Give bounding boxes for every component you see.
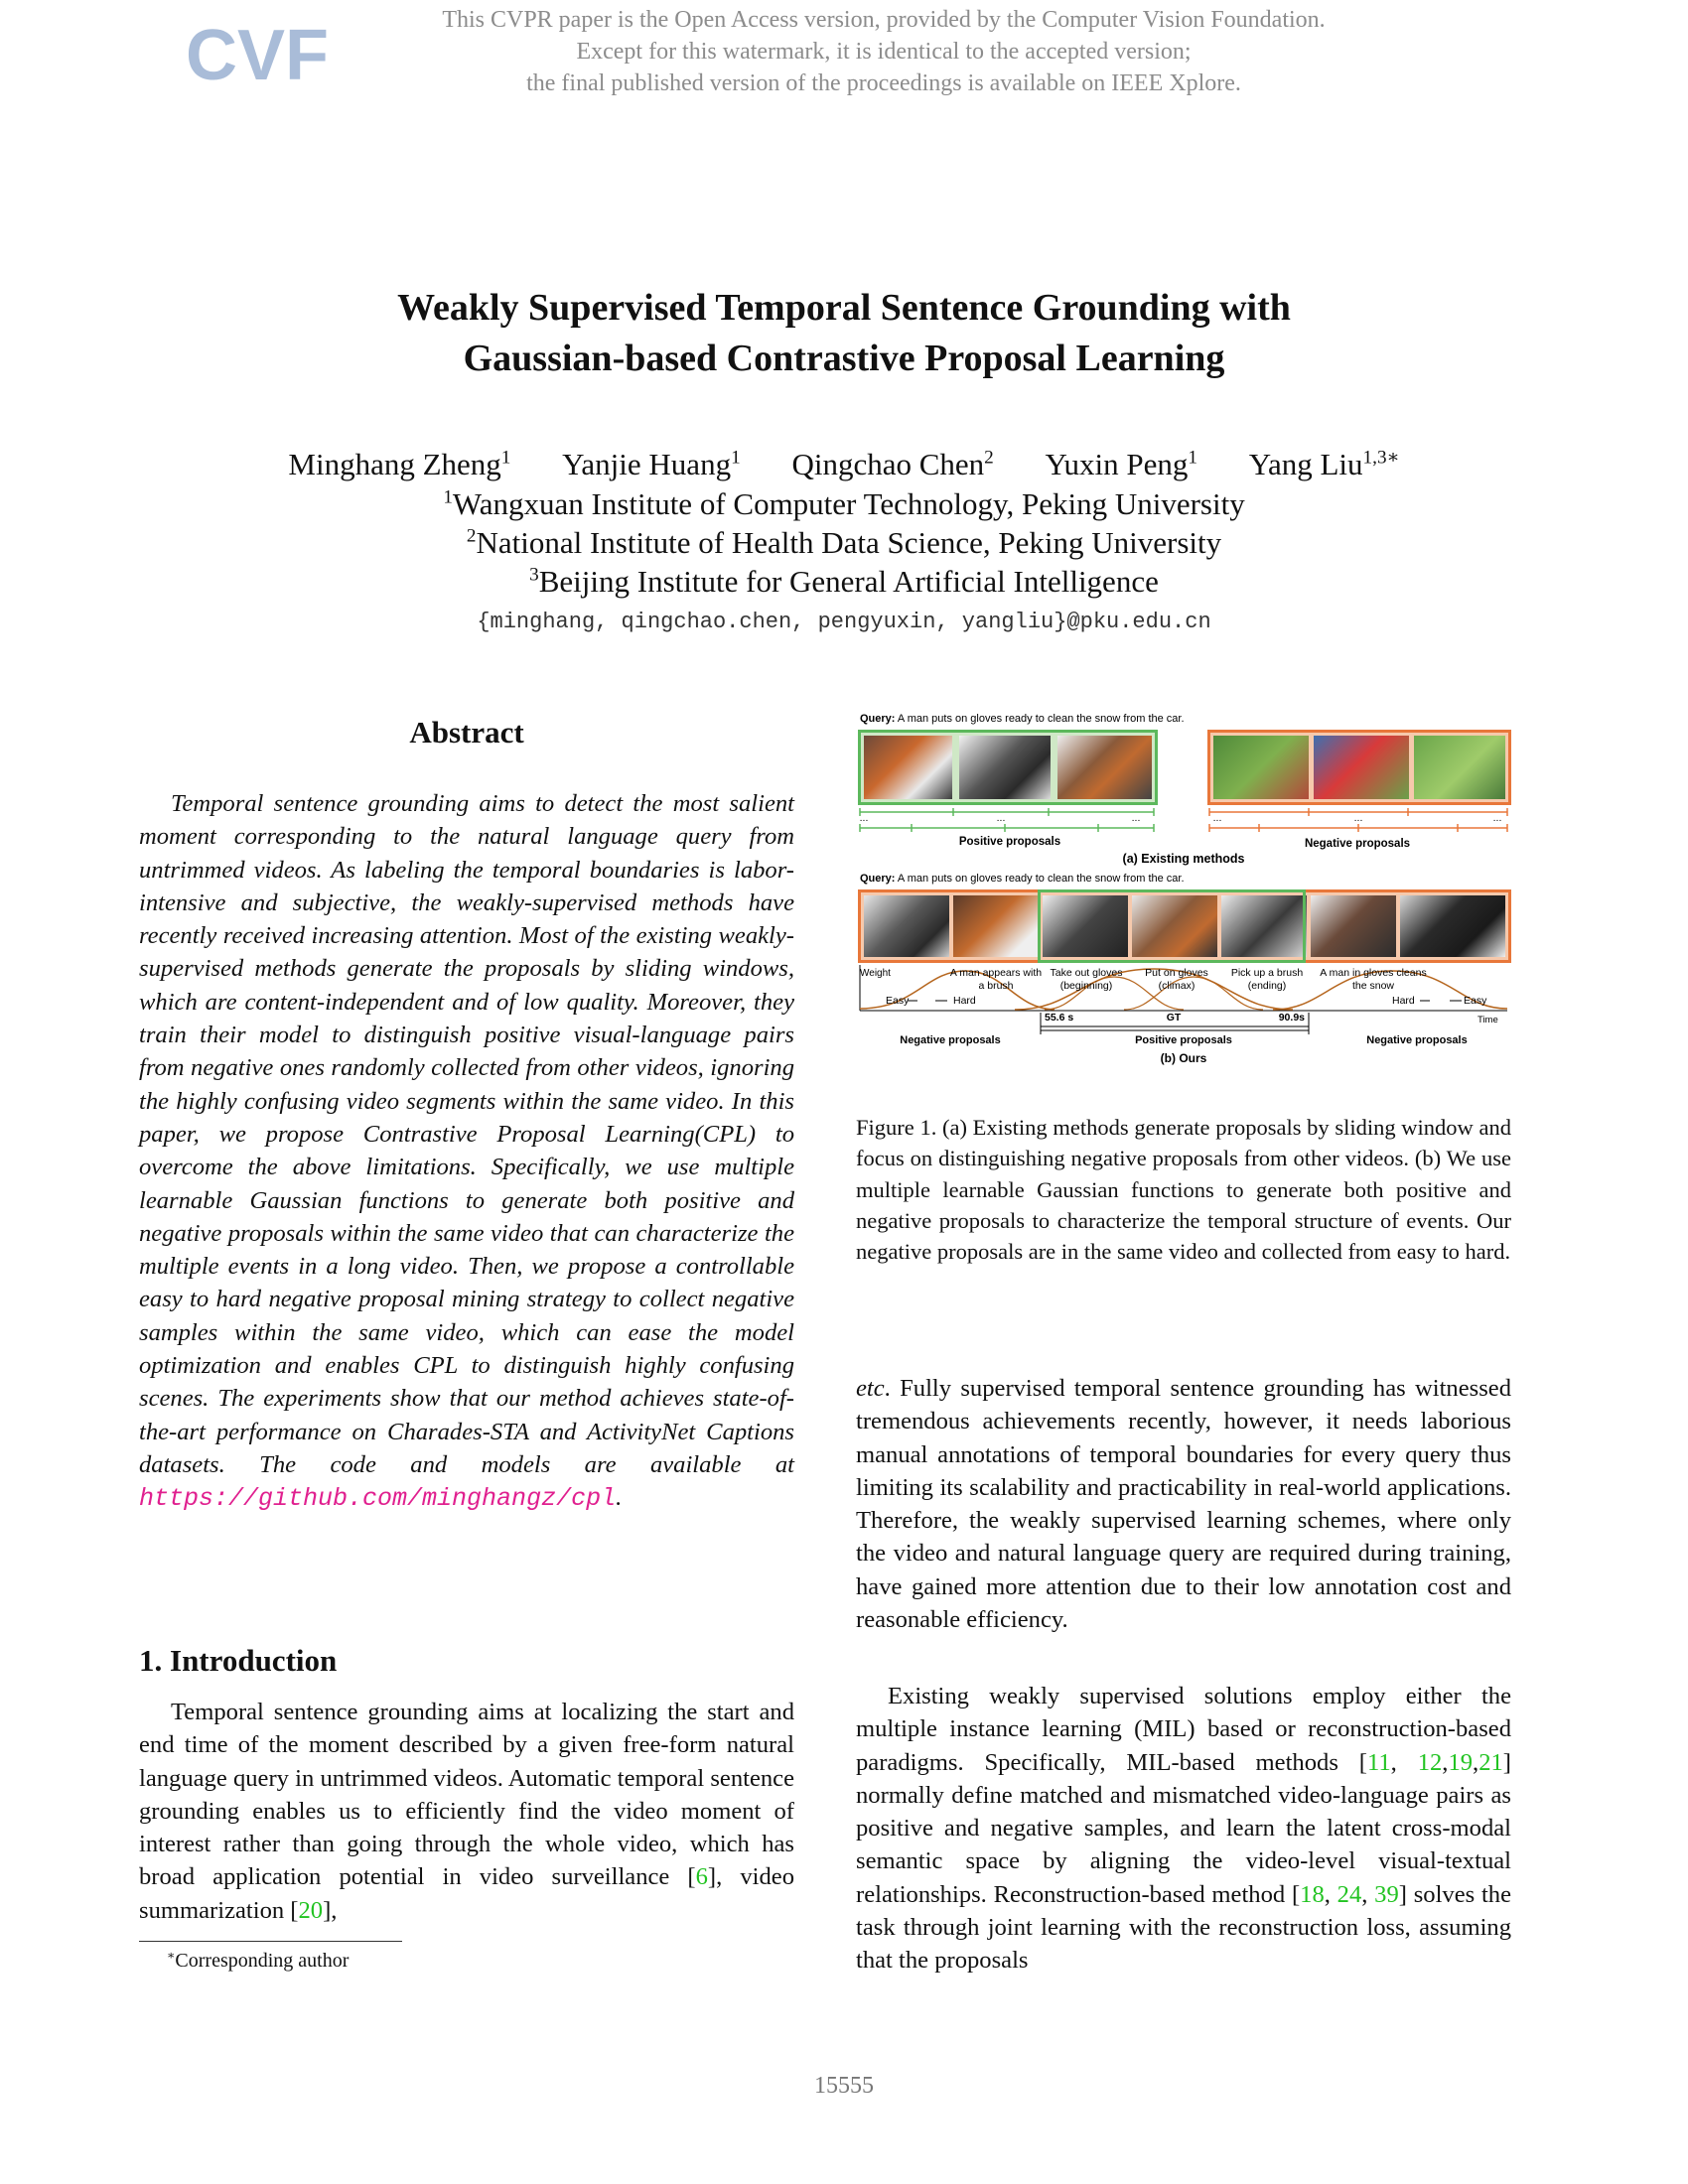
title-line-1: Weakly Supervised Temporal Sentence Grounding with [397,287,1291,329]
affiliation: $^1$Wangxuan Institute of Computer Technology, Peking University [443,486,1245,521]
video-thumbnail [953,895,1039,957]
positive-proposals-label-a: Positive proposals [958,836,1061,848]
author: Qingchao Chen$^2$ [791,447,994,481]
affiliation: $^3$Beijing Institute for General Artificial Intelligence [529,564,1159,599]
citation-link[interactable]: 11 [1366,1748,1391,1776]
video-thumbnail [1213,736,1309,799]
watermark-line-3: the final published version of the proceedings is available on IEEE Xplore. [526,70,1241,96]
query-text-a: Query: A man puts on gloves ready to clean the snow from the car. [860,713,1185,725]
ellipsis: ... [1212,812,1222,824]
abstract-heading: Abstract [409,715,524,750]
end-time-label: 90.9s [1278,1012,1305,1024]
introduction-heading: 1. Introduction [139,1643,338,1678]
paper-title [199,283,1489,384]
time-axis-label: Time [1477,1015,1498,1025]
subcaption-b: (b) Ours [1160,1051,1207,1065]
introduction-paragraph: Temporal sentence grounding aims at localizing the start and end time of the moment described by a given free-form natural language query in untrimmed videos. Automatic temporal sentence grounding enables us to efficiently find the video moment of interest rather than going through the whole video, which has broad application potential in video surveillance [6], video summarization [20], [139,1699,794,1924]
figure-1-caption: Figure 1. (a) Existing methods generate proposals by sliding window and focus on distinguishing negative proposals from other videos. (b) We use multiple learnable Gaussian functions to generate both positive and negative proposals to characterize the temporal structure of events. Our negative proposals are in the same video and collected from easy to hard. [856,1115,1511,1265]
page-number: 15555 [814,2073,874,2099]
author: Minghang Zheng$^1$ [288,447,511,481]
figure-1 [856,713,1511,1088]
cvf-logo-text: CVF [186,16,329,95]
footnote-rule [139,1941,402,1942]
easy-label: Easy [1464,995,1487,1007]
event-label: A man in gloves cleans the snow [1320,967,1427,992]
negative-proposals-label-b: Negative proposals [900,1034,1001,1046]
ellipsis: ... [996,812,1006,824]
author: Yang Liu$^{1,3∗}$ [1248,447,1400,481]
video-thumbnail [1057,736,1152,799]
author: Yuxin Peng$^1$ [1045,447,1197,481]
watermark-line-1: This CVPR paper is the Open Access version, provided by the Computer Vision Foundation. [442,7,1326,33]
author: Yanjie Huang$^1$ [562,447,741,481]
positive-proposal-highlight [1038,889,1306,963]
ellipsis: ... [1131,812,1141,824]
easy-label: Easy [886,995,910,1007]
citation-link[interactable]: 20 [298,1896,324,1924]
negative-video-frames [1207,730,1511,805]
event-label: A man appears with a brush [949,967,1043,992]
author-list [149,445,1539,484]
event-label: Pick up a brush (ending) [1230,967,1304,992]
negative-proposals-label-b: Negative proposals [1366,1034,1468,1046]
video-thumbnail [959,736,1051,799]
hard-label: Hard [1392,995,1415,1007]
watermark-line-2: Except for this watermark, it is identical to the accepted version; [576,39,1192,65]
video-thumbnail [1414,736,1505,799]
sliding-window-proposals [856,806,1511,836]
body-paragraph: etc. Fully supervised temporal sentence grounding has witnessed tremendous achievements recently, however, it needs laborious manual annotations of temporal boundaries for every query thus limiting its scalability and practicability in real-world applications. Therefore, the weakly supervised learning schemes, where only the video and natural language query are required during training, have gained more attention due to their low annotation cost and reasonable efficiency. [856,1375,1511,1634]
citation-link[interactable]: 6 [695,1863,708,1891]
video-thumbnail [864,895,949,957]
positive-proposals-label-b: Positive proposals [1135,1034,1232,1046]
author-emails: {minghang, qingchao.chen, pengyuxin, yangliu}@pku.edu.cn [477,610,1211,634]
title-line-2: Gaussian-based Contrastive Proposal Learning [463,338,1225,379]
code-link[interactable]: https://github.com/minghangz/cpl [139,1484,617,1514]
gt-label: GT [1166,1012,1182,1024]
subcaption-a: (a) Existing methods [1122,852,1245,866]
start-time-label: 55.6 s [1045,1012,1074,1024]
affiliation: $^2$National Institute of Health Data Science, Peking University [466,525,1222,560]
video-thumbnail [1314,736,1409,799]
hard-label: Hard [953,995,976,1007]
citation-link[interactable]: 19 [1448,1748,1474,1776]
ellipsis: ... [1492,812,1502,824]
citation-link[interactable]: 12 [1417,1748,1443,1776]
watermark-text [298,4,1470,99]
citation-link[interactable]: 24 [1336,1880,1362,1908]
event-label: Take out gloves (beginning) [1050,967,1123,992]
positive-video-frames [858,730,1158,805]
citation-link[interactable]: 21 [1478,1748,1503,1776]
abstract-body: Temporal sentence grounding aims to detect the most salient moment corresponding to the natural language query from untrimmed videos. As labeling the temporal boundaries is labor-intensive and subjective, the weakly-supervised methods have recently received increasing attention. Most of the existing weakly-supervised methods generate the proposals by sliding windows, which are content-independent and of low quality. Moreover, they train their model to distinguish positive visual-language pairs from negative ones randomly collected from other videos, ignoring the highly confusing video segments within the same video. In this paper, we propose Contrastive Proposal Learning(CPL) to overcome the above limitations. Specifically, we use multiple learnable Gaussian functions to generate both positive and negative proposals within the same video that can characterize the multiple events in a long video. Then, we propose a controllable easy to hard negative proposal mining strategy to collect negative samples within the same video, which can ease the model optimization and enables CPL to distinguish highly confusing scenes. The experiments show that our method achieves state-of-the-art performance on Charades-STA and ActivityNet Captions datasets. The code and models are available at https://github.com/minghangz/cpl. [139,790,794,1514]
cvf-logo [184,14,329,95]
citation-link[interactable]: 18 [1300,1880,1325,1908]
video-thumbnail [1311,895,1396,957]
video-thumbnail [864,736,952,799]
event-label: Put on gloves (climax) [1145,967,1208,992]
ellipsis: ... [859,812,869,824]
negative-proposals-label-a: Negative proposals [1304,838,1411,850]
ellipsis: ... [1353,812,1363,824]
body-paragraph: Existing weakly supervised solutions employ either the multiple instance learning (MIL) based or reconstruction-based paradigms. Specifically, MIL-based methods [11, 12,19,21] normally define matched and mismatched video-language pairs as positive and negative samples, and learn the latent cross-modal semantic space by aligning the video-level visual-textual relationships. Reconstruction-based method [18, 24, 39] solves the task through joint learning with the reconstruction loss, assuming that the proposals [856,1683,1511,1975]
weight-axis-label: Weight [860,968,891,979]
footnote: ∗Corresponding author [167,1948,350,1972]
citation-link[interactable]: 39 [1374,1880,1399,1908]
query-text-b: Query: A man puts on gloves ready to clean the snow from the car. [860,873,1185,885]
video-thumbnail [1400,895,1505,957]
